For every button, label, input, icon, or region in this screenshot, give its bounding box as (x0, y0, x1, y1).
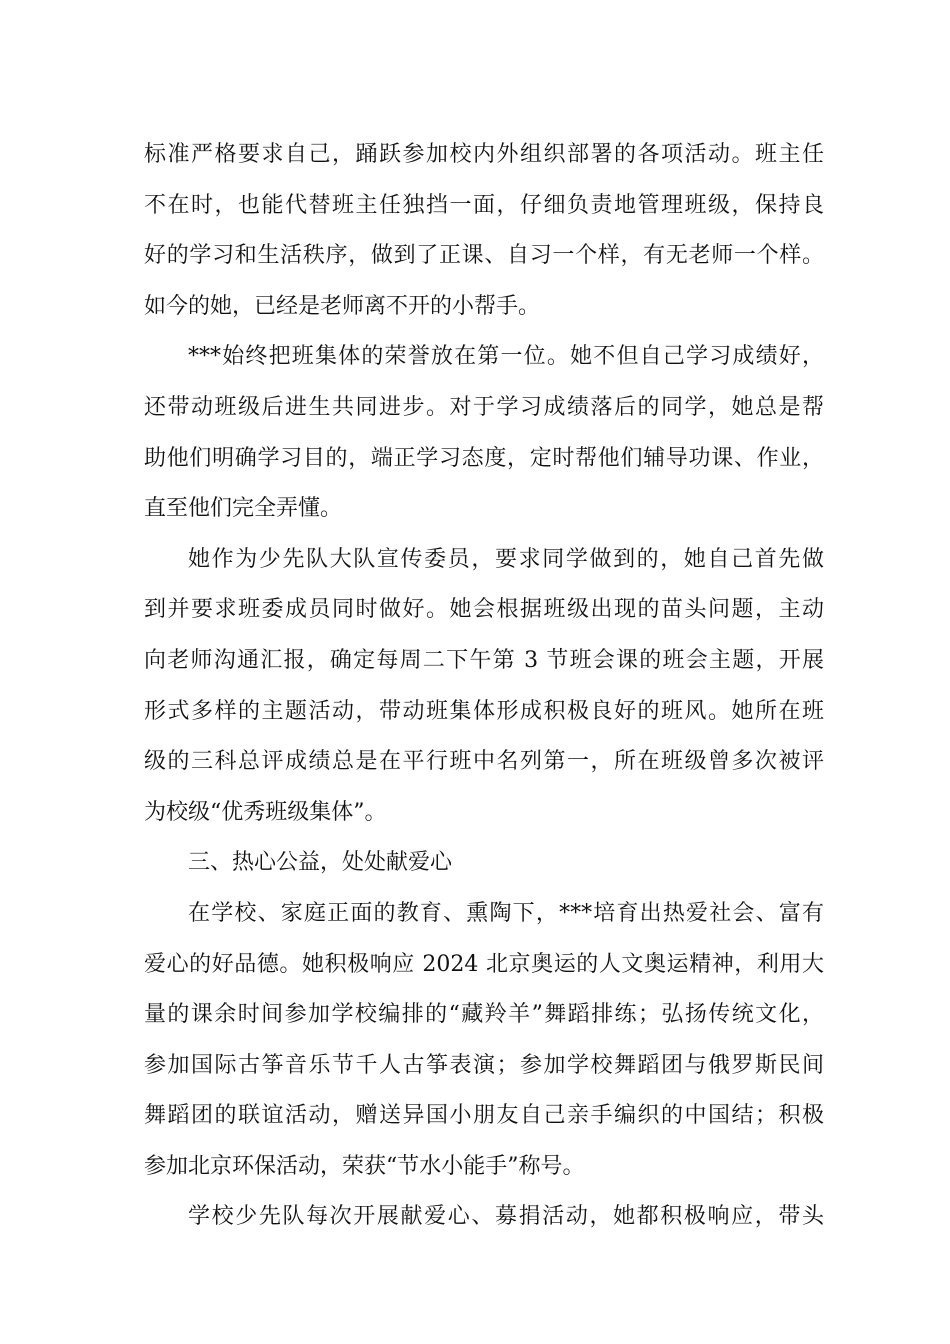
text-line: 学校少先队每次开展献爱心、募捐活动，她都积极响应，带头 (188, 1204, 824, 1230)
text-line: 好的学习和生活秩序，做到了正课、自习一个样，有无老师一个样。 (144, 243, 824, 269)
text-line: 形式多样的主题活动，带动班集体形成积极良好的班风。她所在班 (144, 698, 824, 724)
section-heading-text: 三、热心公益，处处献爱心 (188, 850, 453, 876)
document-body (144, 130, 824, 1243)
text-line: 如今的她，已经是老师离不开的小帮手。 (144, 293, 541, 319)
paragraph (144, 1192, 824, 1243)
text-line: 为校级“优秀班级集体”。 (144, 799, 387, 825)
paragraph (144, 130, 824, 332)
text-line: ***始终把班集体的荣誉放在第一位。她不但自己学习成绩好， (188, 344, 824, 370)
text-line: 参加国际古筝音乐节千人古筝表演；参加学校舞蹈团与俄罗斯民间 (144, 1052, 824, 1078)
text-line: 标准严格要求自己，踊跃参加校内外组织部署的各项活动。班主任 (144, 142, 824, 167)
text-line: 直至他们完全弄懂。 (144, 496, 343, 522)
text-line: 到并要求班委成员同时做好。她会根据班级出现的苗头问题，主动 (144, 597, 824, 623)
paragraph (144, 889, 824, 1193)
text-line: 还带动班级后进生共同进步。对于学习成绩落后的同学，她总是帮 (144, 394, 824, 420)
paragraph (144, 535, 824, 839)
text-line: 在学校、家庭正面的教育、熏陶下，***培育出热爱社会、富有 (188, 900, 824, 926)
text-line: 参加北京环保活动，荣获“节水小能手”称号。 (144, 1153, 585, 1179)
text-line: 量的课余时间参加学校编排的“藏羚羊”舞蹈排练；弘扬传统文化， (144, 1002, 824, 1028)
text-line: 不在时，也能代替班主任独挡一面，仔细负责地管理班级，保持良 (144, 192, 824, 218)
text-line: 级的三科总评成绩总是在平行班中名列第一，所在班级曾多次被评 (144, 749, 824, 775)
text-line: 爱心的好品德。她积极响应 2024 北京奥运的人文奥运精神，利用大 (144, 951, 824, 977)
text-line: 助他们明确学习目的，端正学习态度，定时帮他们辅导功课、作业， (144, 445, 824, 471)
text-line: 向老师沟通汇报，确定每周二下午第 3 节班会课的班会主题，开展 (144, 647, 824, 673)
text-line: 舞蹈团的联谊活动，赠送异国小朋友自己亲手编织的中国结；积极 (144, 1103, 824, 1129)
paragraph (144, 332, 824, 534)
text-line: 她作为少先队大队宣传委员，要求同学做到的，她自己首先做 (188, 546, 824, 572)
section-heading (144, 838, 824, 889)
